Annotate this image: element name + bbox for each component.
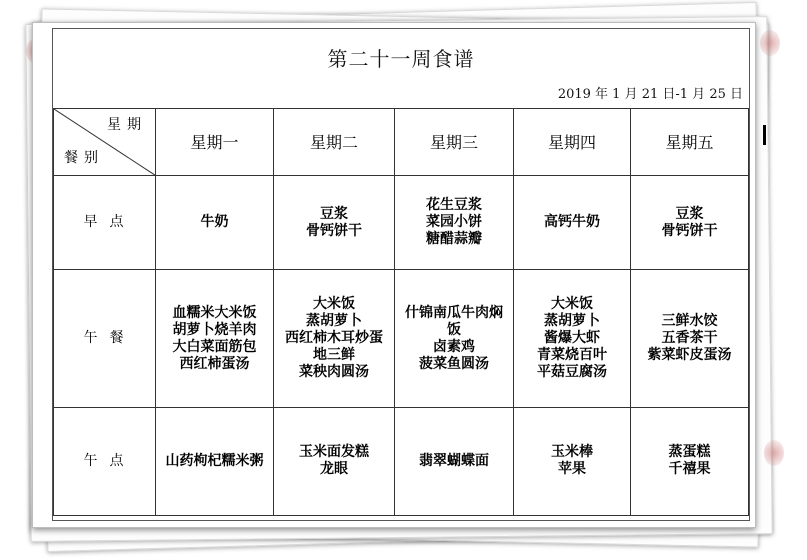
food-item: 饭 [447, 321, 461, 338]
food-cell [395, 176, 514, 270]
food-item: 山药枸杞糯米粥 [165, 452, 264, 469]
food-item: 玉米面发糕 [299, 444, 369, 461]
food-cell [156, 270, 274, 407]
food-item: 蒸蛋糕 [668, 444, 711, 461]
food-item: 龙眼 [320, 461, 348, 478]
meal-label: 午点 [54, 407, 156, 515]
food-cell [274, 176, 395, 270]
food-cell [274, 407, 395, 515]
food-item: 西红柿蛋汤 [179, 355, 250, 372]
food-cell [631, 270, 749, 407]
day-header: 星期一 [156, 109, 274, 176]
document-title: 第二十一周食谱 [327, 47, 475, 71]
food-item: 牛奶 [200, 214, 229, 231]
food-cell [514, 407, 631, 515]
food-item: 菠菜鱼圆汤 [419, 355, 489, 372]
food-item: 五香茶干 [661, 330, 718, 347]
food-item: 菜园小饼 [426, 214, 482, 231]
food-cell [631, 407, 749, 515]
food-item: 紫菜虾皮蛋汤 [647, 347, 732, 364]
food-item: 玉米棒 [551, 444, 593, 461]
food-cell [395, 407, 514, 515]
header-row [54, 109, 749, 176]
document-frame [52, 28, 750, 521]
food-item: 什锦南瓜牛肉焖 [405, 304, 503, 321]
food-item: 青菜烧百叶 [537, 347, 607, 364]
food-item: 翡翠蝴蝶面 [419, 452, 489, 469]
food-item: 骨钙饼干 [306, 222, 362, 239]
day-header: 星期二 [274, 109, 395, 176]
food-item: 花生豆浆 [426, 197, 482, 214]
food-item: 大米饭 [313, 296, 355, 313]
day-header: 星期四 [514, 109, 631, 176]
food-cell [156, 176, 274, 270]
food-cell [514, 270, 631, 407]
menu-sheet [32, 22, 756, 528]
food-cell [156, 407, 274, 515]
edge-marker [763, 125, 766, 145]
food-item: 千禧果 [668, 461, 711, 478]
food-item: 血糯米大米饭 [172, 304, 257, 321]
corner-cell [54, 109, 156, 176]
meal-label: 早点 [54, 176, 156, 270]
food-cell [395, 270, 514, 407]
food-item: 豆浆 [320, 205, 348, 222]
food-item: 糖醋蒜瓣 [426, 231, 482, 248]
food-item: 蒸胡萝卜 [544, 313, 600, 330]
corner-meal-label: 餐别 [64, 150, 104, 167]
food-item: 大白菜面筋包 [172, 338, 257, 355]
food-item: 高钙牛奶 [544, 214, 600, 231]
food-item: 豆浆 [675, 205, 704, 222]
meal-row-breakfast [54, 176, 749, 270]
food-item: 苹果 [558, 461, 586, 478]
food-item: 酱爆大虾 [544, 330, 600, 347]
meal-label: 午餐 [54, 270, 156, 407]
food-item: 蒸胡萝卜 [306, 313, 362, 330]
day-header: 星期五 [631, 109, 749, 176]
food-item: 大米饭 [551, 296, 593, 313]
food-item: 地三鲜 [313, 347, 355, 364]
food-item: 骨钙饼干 [661, 222, 718, 239]
weekly-menu-table [53, 108, 749, 516]
date-range: 2019 年 1 月 21 日-1 月 25 日 [557, 87, 743, 102]
food-item: 三鲜水饺 [661, 313, 718, 330]
meal-row-lunch [54, 270, 749, 407]
corner-day-label: 星期 [107, 117, 147, 133]
food-item: 菜秧肉圆汤 [299, 364, 369, 381]
meal-row-afternoon-snack [54, 407, 749, 515]
food-item: 胡萝卜烧羊肉 [172, 321, 257, 338]
food-item: 西红柿木耳炒蛋 [285, 330, 383, 347]
decorative-tint [760, 30, 780, 56]
decorative-tint [764, 440, 784, 466]
food-item: 平菇豆腐汤 [537, 364, 607, 381]
food-cell [514, 176, 631, 270]
food-item: 卤素鸡 [433, 338, 475, 355]
food-cell [631, 176, 749, 270]
food-cell [274, 270, 395, 407]
day-header: 星期三 [395, 109, 514, 176]
